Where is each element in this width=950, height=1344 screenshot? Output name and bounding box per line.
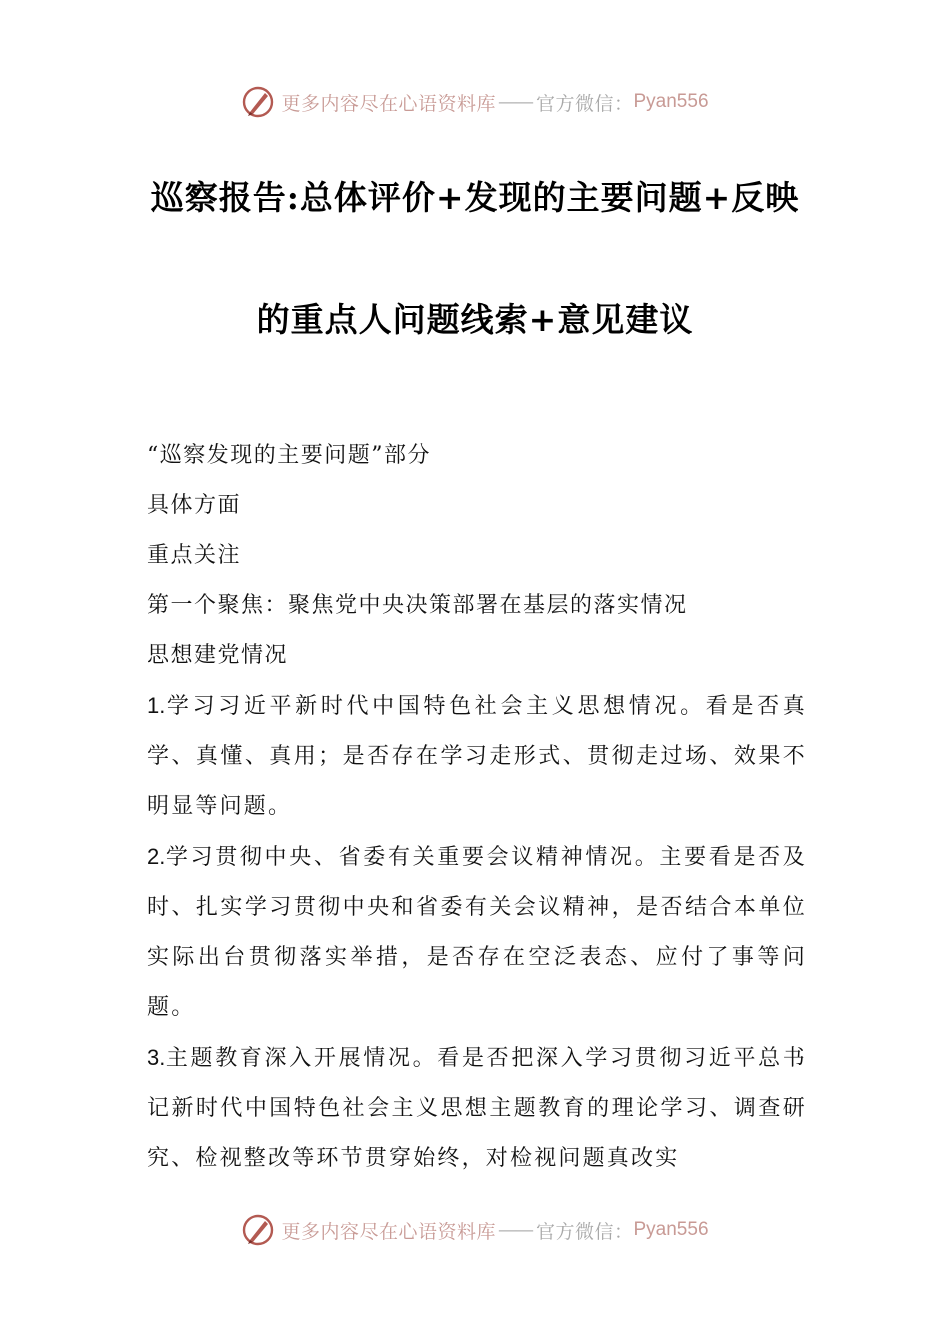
subheading: 思想建党情况 (147, 643, 289, 668)
list-item-text: 主题教育深入开展情况。看是否把深入学习贯彻习近平总书记新时代中国特色社会主义思想主题教育的理论学习、调查研究、检视整改等环节贯穿始终，对检视问题真改实 (147, 1046, 807, 1171)
list-item-text: 学习习近平新时代中国特色社会主义思想情况。看是否真学、真懂、真用；是否存在学习走形式、贯彻走过场、效果不明显等问题。 (147, 694, 807, 819)
watermark-official-label: 官方微信： (535, 1220, 634, 1243)
watermark-header (0, 82, 950, 122)
watermark-official-label: 官方微信： (535, 92, 634, 115)
aspect-heading: 具体方面 (147, 493, 242, 518)
list-item-number: 1. (147, 693, 166, 718)
section-heading: “巡察发现的主要问题”部分 (147, 443, 431, 468)
first-focus-heading: 第一个聚焦：聚焦党中央决策部署在基层的落实情况 (147, 593, 688, 618)
list-item-1 (147, 681, 807, 832)
pen-circle-icon (241, 85, 275, 119)
watermark-wechat-id: Pyan556 (633, 91, 709, 112)
watermark-dash: —— (497, 1219, 532, 1241)
document-body (147, 431, 807, 1184)
focus-heading: 重点关注 (147, 543, 242, 568)
watermark-wechat-id: Pyan556 (633, 1219, 709, 1240)
watermark-brand: 更多内容尽在心语资料库 (281, 92, 496, 115)
document-title-line-2: 的重点人问题线索+意见建议 (256, 300, 694, 339)
watermark-brand: 更多内容尽在心语资料库 (281, 1220, 496, 1243)
list-item-number: 2. (147, 844, 166, 869)
list-item-text: 学习贯彻中央、省委有关重要会议精神情况。主要看是否及时、扎实学习贯彻中央和省委有关会议精神，是否结合本单位实际出台贯彻落实举措，是否存在空泛表态、应付了事等问题。 (147, 845, 807, 1020)
watermark-dash: —— (497, 91, 532, 113)
pen-circle-icon (241, 1213, 275, 1247)
list-item-number: 3. (147, 1045, 166, 1070)
list-item-2 (147, 832, 807, 1033)
watermark-footer (0, 1210, 950, 1250)
document-title-line-1: 巡察报告:总体评价+发现的主要问题+反映 (150, 178, 800, 217)
list-item-3 (147, 1033, 807, 1184)
